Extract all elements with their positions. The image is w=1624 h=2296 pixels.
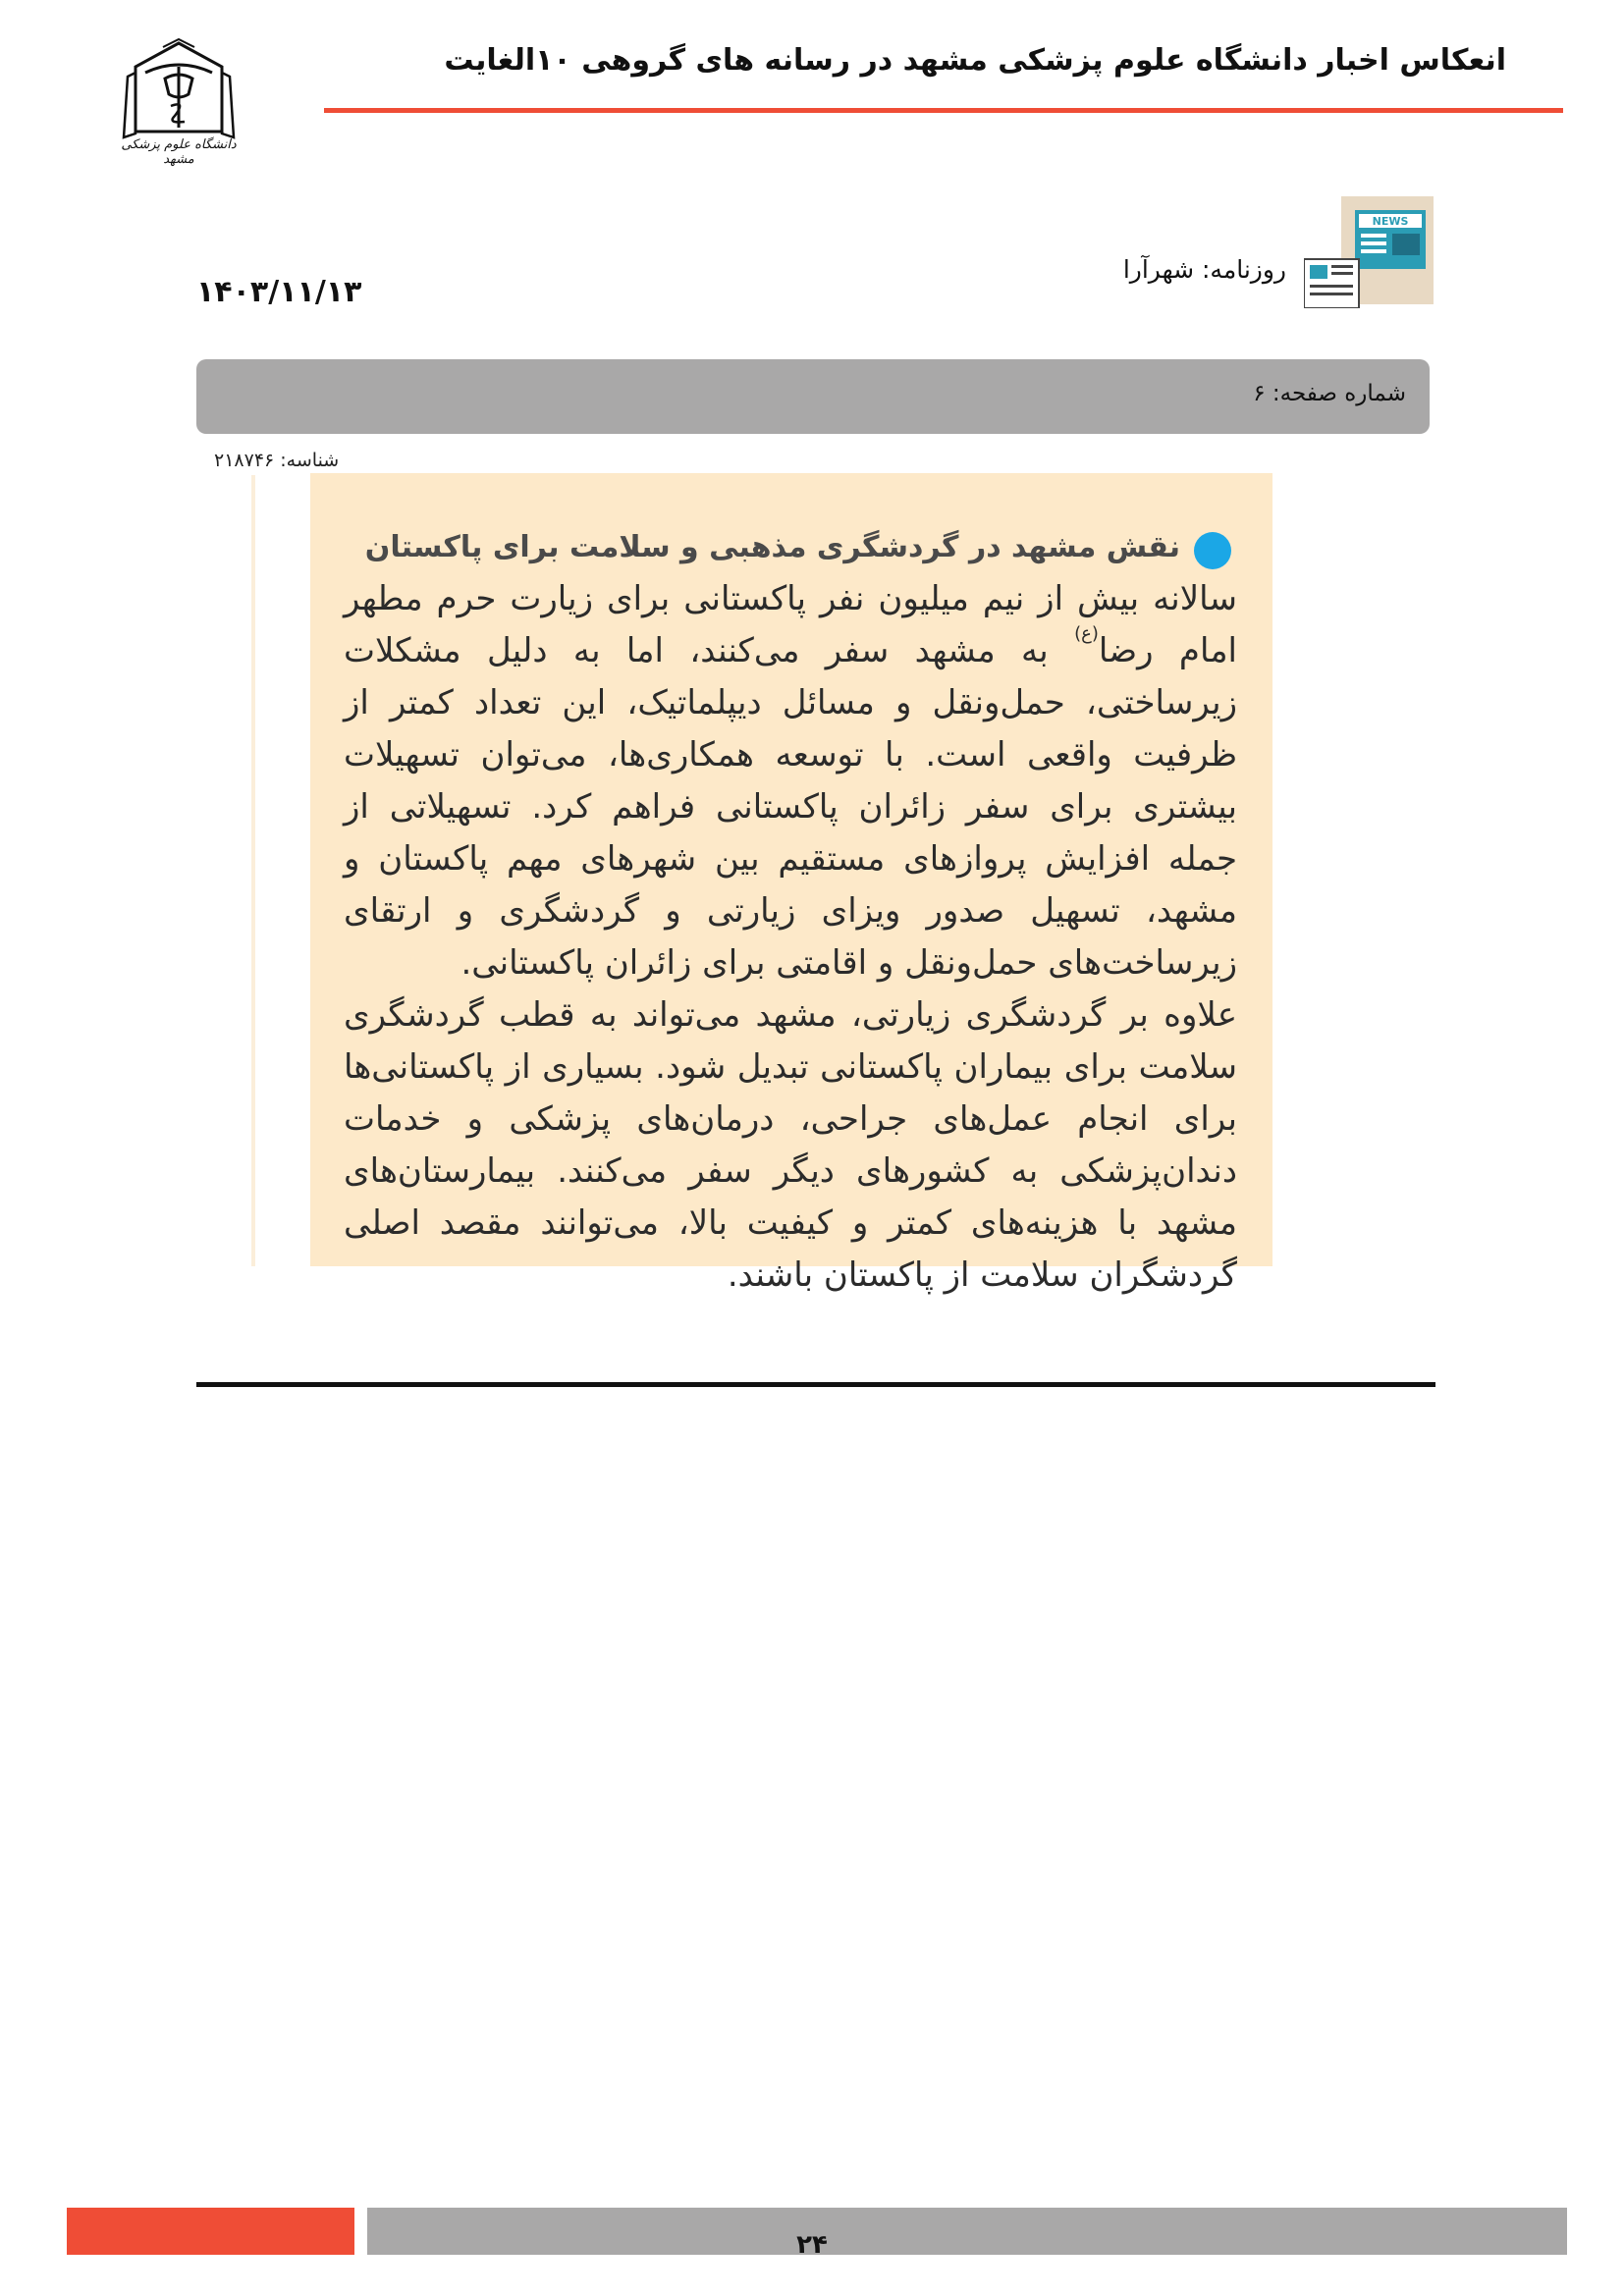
- newspaper-name: روزنامه: شهرآرا: [1122, 255, 1286, 284]
- page-number-label: شماره صفحه: ۶: [1253, 381, 1406, 406]
- article-headline: نقش مشهد در گردشگری مذهبی و سلامت برای پاکستان: [364, 530, 1180, 564]
- news-clipping: [310, 473, 1272, 1295]
- newspaper-icon: [1304, 196, 1434, 308]
- article-paragraph-2: علاوه بر گردشگری زیارتی، مشهد می‌تواند به قطب گردشگری سلامت برای بیماران پاکستانی تبدیل شود. بسیاری از پاکستانی‌ها برای انجام عمل‌های جراحی، درمان‌های پزشکی و خدمات دندان‌پزشکی به کشورهای دیگر سفر می‌کنند. بیمارستان‌های مشهد با هزینه‌های کمتر و کیفیت بالا، می‌توانند مقصد اصلی گردشگران سلامت از پاکستان باشند.: [344, 995, 1237, 1295]
- clip-margin-line: [251, 475, 255, 1266]
- page-header-title: انعکاس اخبار دانشگاه علوم پزشکی مشهد در رسانه های گروهی ۱۰الغایت: [444, 43, 1506, 78]
- header-divider: [324, 108, 1563, 113]
- article-body: [344, 573, 1237, 1302]
- honorific: (ع): [1074, 623, 1099, 644]
- paragraph-1-start: سالانه بیش از نیم میلیون نفر پاکستانی برای زیارت حرم مطهر امام رضا: [344, 579, 1237, 670]
- article-id: شناسه: ۲۱۸۷۴۶: [214, 450, 340, 471]
- paragraph-1-rest: به مشهد سفر می‌کنند، اما به دلیل مشکلات زیرساختی، حمل‌ونقل و مسائل دیپلماتیک، این تعداد کمتر از ظرفیت واقعی است. با توسعه همکاری‌ها، می‌توان تسهیلات بیشتری برای سفر زائران پاکستانی فراهم کرد. تسهیلاتی از جمله افزایش پروازهای مستقیم بین شهرهای مهم پاکستان و مشهد، تسهیل صدور ویزای زیارتی و گردشگری و ارتقای زیرساخت‌های حمل‌ونقل و اقامتی برای زائران پاکستانی.: [344, 631, 1237, 983]
- page-number-bar: [196, 359, 1430, 434]
- news-icon-label: NEWS: [1372, 215, 1409, 228]
- footer-page-number: ۲۴: [796, 2230, 828, 2260]
- article-paragraph-1: [344, 573, 1237, 989]
- issue-date: ۱۴۰۳/۱۱/۱۳: [196, 275, 362, 309]
- bullet-dot: [1194, 532, 1231, 569]
- content-divider: [196, 1382, 1435, 1387]
- logo-caption: دانشگاه علوم پزشکی مشهد: [121, 137, 237, 167]
